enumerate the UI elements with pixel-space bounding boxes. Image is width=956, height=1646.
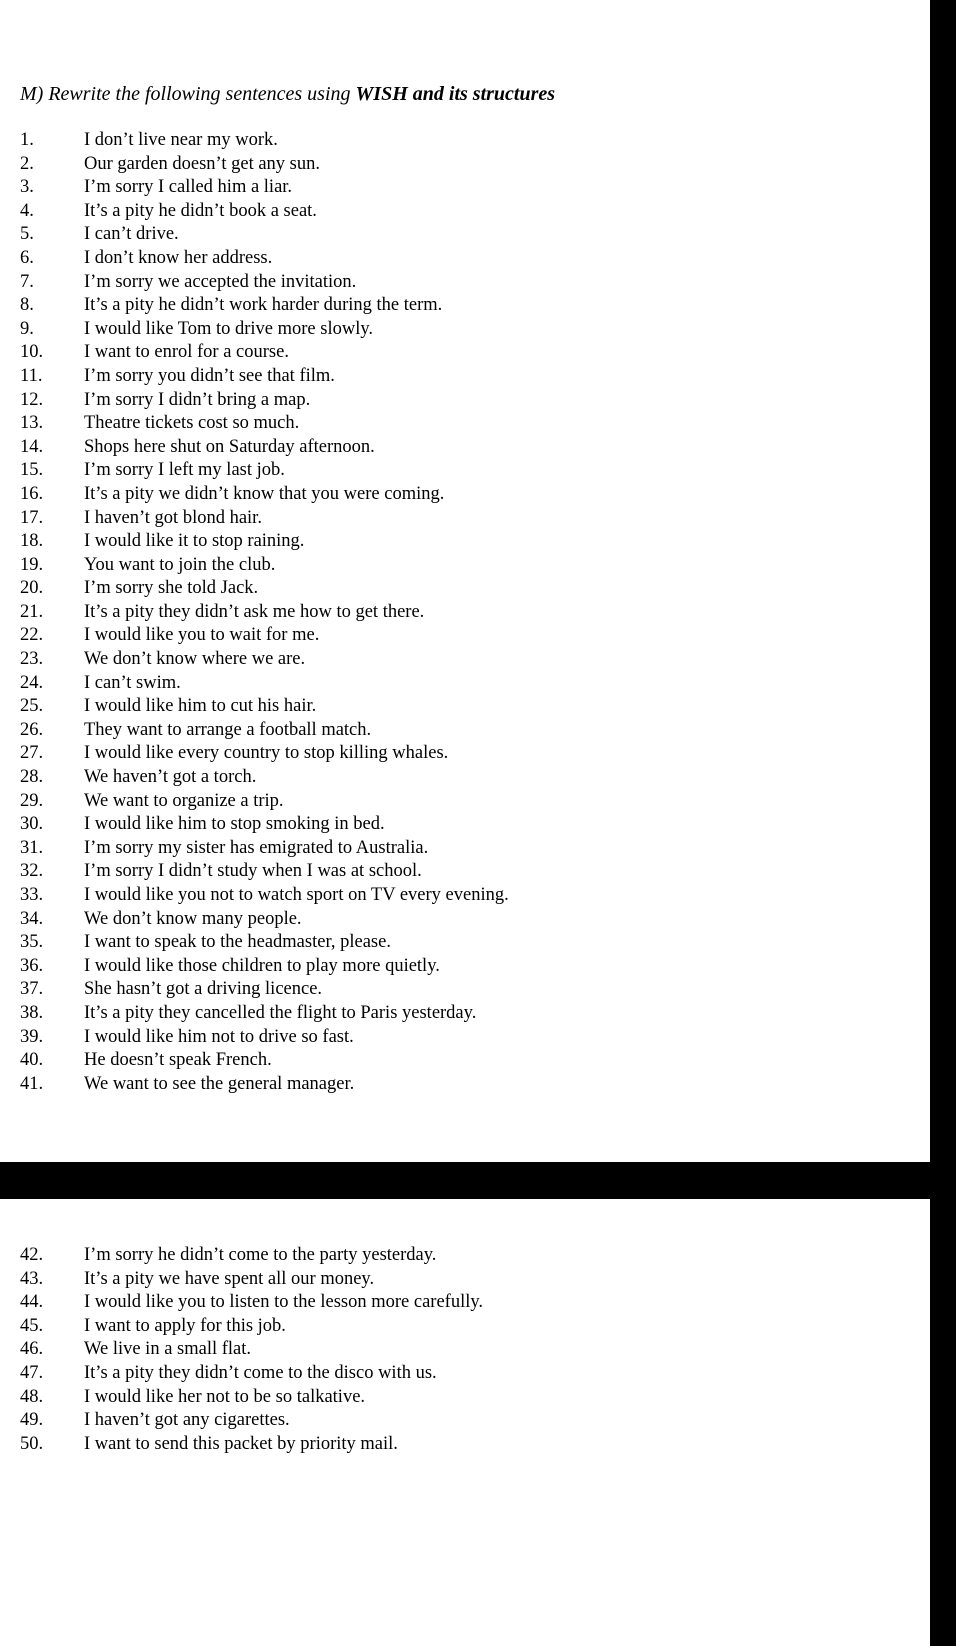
item-sentence: I can’t swim. [84,672,181,693]
item-sentence: I’m sorry my sister has emigrated to Australia. [84,837,429,858]
item-number: 14. [20,436,44,457]
item-sentence: I haven’t got any cigarettes. [84,1410,290,1431]
item-sentence: I would like every country to stop killing whales. [84,743,449,764]
item-number: 13. [20,413,44,434]
item-sentence: I don’t live near my work. [84,130,278,150]
item-sentence: It’s a pity they didn’t ask me how to get there. [84,601,425,622]
item-sentence: We haven’t got a torch. [84,767,257,788]
item-number: 41. [20,1073,44,1094]
item-number: 36. [20,955,44,976]
item-sentence: I’m sorry I called him a liar. [84,177,293,198]
item-number: 8. [20,295,34,316]
item-sentence: It’s a pity he didn’t work harder during the term. [84,295,443,316]
item-number: 2. [20,153,34,174]
item-sentence: We don’t know where we are. [84,649,306,670]
item-number: 22. [20,625,44,646]
item-sentence: I haven’t got blond hair. [84,507,262,528]
item-number: 49. [20,1410,44,1431]
item-number: 37. [20,979,44,1000]
item-sentence: We don’t know many people. [84,908,302,929]
item-number: 5. [20,224,34,245]
item-number: 32. [20,861,44,882]
item-sentence: We live in a small flat. [84,1339,252,1360]
item-number: 42. [20,1245,44,1265]
item-number: 15. [20,460,44,481]
item-number: 48. [20,1386,44,1407]
item-sentence: I would like you not to watch sport on TV every evening. [84,885,509,905]
item-number: 19. [20,554,44,575]
item-sentence: I would like him to stop smoking in bed. [84,814,385,835]
item-sentence: He doesn’t speak French. [84,1050,272,1071]
item-sentence: I would like her not to be so talkative. [84,1386,366,1407]
item-number: 29. [20,790,44,811]
item-sentence: I want to apply for this job. [84,1315,286,1336]
item-number: 33. [20,885,44,905]
item-sentence: It’s a pity we didn’t know that you were coming. [84,483,445,504]
item-sentence: It’s a pity he didn’t book a seat. [84,200,317,221]
item-number: 38. [20,1002,44,1023]
item-sentence: It’s a pity we have spent all our money. [84,1268,375,1289]
item-number: 40. [20,1050,44,1071]
item-sentence: I’m sorry I didn’t bring a map. [84,389,311,410]
item-number: 3. [20,177,34,198]
item-sentence: I would like Tom to drive more slowly. [84,318,374,339]
item-sentence: You want to join the club. [84,554,276,575]
item-sentence: It’s a pity they cancelled the flight to Paris yesterday. [84,1002,477,1023]
page-separator-band [0,1162,956,1199]
item-sentence: I want to speak to the headmaster, please. [84,932,391,953]
item-sentence: It’s a pity they didn’t come to the disco with us. [84,1362,437,1383]
exercise-instruction-emphasis: WISH and its structures [355,83,556,105]
item-sentence: I would like him to cut his hair. [84,696,317,717]
item-number: 16. [20,483,44,504]
item-number: 34. [20,908,44,929]
item-number: 20. [20,578,44,599]
item-number: 11. [20,365,43,386]
item-sentence: They want to arrange a football match. [84,719,372,740]
exercise-label: M) [20,83,44,105]
item-sentence: I want to enrol for a course. [84,342,289,363]
item-number: 30. [20,814,44,835]
item-number: 50. [20,1433,44,1454]
item-sentence: I’m sorry he didn’t come to the party yesterday. [84,1245,437,1265]
item-number: 26. [20,719,44,740]
item-number: 18. [20,531,44,552]
item-sentence: I’m sorry we accepted the invitation. [84,271,357,292]
item-number: 47. [20,1362,44,1383]
item-number: 9. [20,318,34,339]
item-sentence: I’m sorry I left my last job. [84,460,285,481]
item-number: 23. [20,649,44,670]
item-sentence: I would like it to stop raining. [84,531,305,552]
item-number: 25. [20,696,44,717]
item-sentence: I can’t drive. [84,224,179,245]
item-sentence: I would like you to listen to the lesson more carefully. [84,1292,484,1313]
item-sentence: I would like him not to drive so fast. [84,1026,354,1047]
item-sentence: I don’t know her address. [84,247,273,268]
item-number: 17. [20,507,44,528]
item-number: 21. [20,601,44,622]
item-number: 7. [20,271,34,292]
item-number: 27. [20,743,44,764]
item-sentence: I’m sorry you didn’t see that film. [84,365,335,386]
item-number: 24. [20,672,44,693]
item-number: 4. [20,200,34,221]
item-number: 10. [20,342,44,363]
item-sentence: I would like you to wait for me. [84,625,320,646]
item-sentence: Shops here shut on Saturday afternoon. [84,436,375,457]
item-sentence: I want to send this packet by priority mail. [84,1433,398,1454]
item-number: 6. [20,247,34,268]
item-sentence: We want to see the general manager. [84,1073,355,1094]
item-number: 12. [20,389,44,410]
item-sentence: We want to organize a trip. [84,790,284,811]
item-sentence: She hasn’t got a driving licence. [84,979,323,1000]
item-number: 46. [20,1339,44,1360]
item-sentence: I’m sorry she told Jack. [84,578,259,599]
item-number: 35. [20,932,44,953]
item-sentence: Our garden doesn’t get any sun. [84,153,320,174]
item-number: 44. [20,1292,44,1313]
item-sentence: I would like those children to play more quietly. [84,955,440,976]
item-number: 1. [20,130,34,150]
item-number: 39. [20,1026,44,1047]
item-number: 43. [20,1268,44,1289]
exercise-instruction: Rewrite the following sentences using [48,83,356,105]
item-number: 28. [20,767,44,788]
item-sentence: I’m sorry I didn’t study when I was at school. [84,861,422,882]
item-number: 45. [20,1315,44,1336]
item-number: 31. [20,837,44,858]
item-sentence: Theatre tickets cost so much. [84,413,300,434]
exercise-heading [20,83,555,106]
